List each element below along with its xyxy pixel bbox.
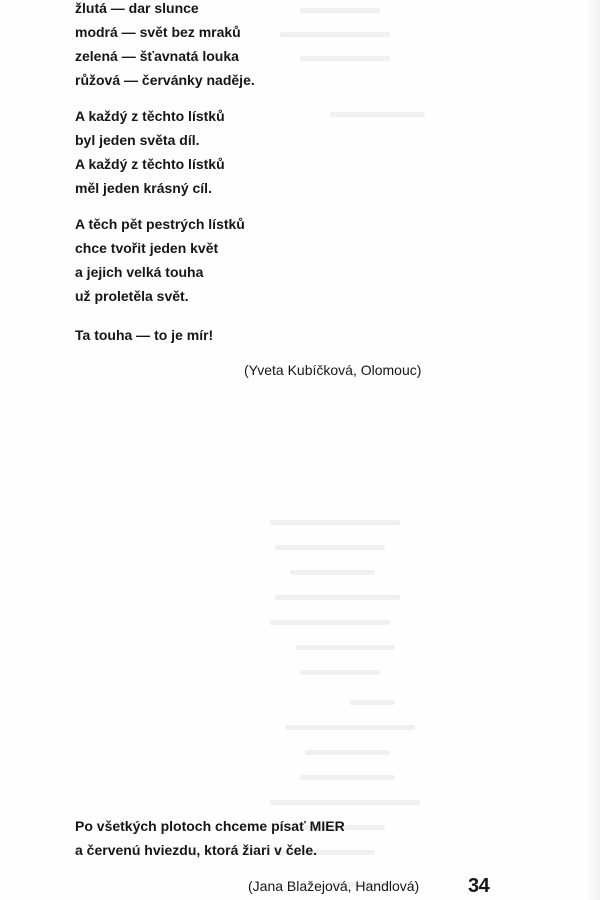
poem-closing-line: Ta touha — to je mír! — [75, 327, 214, 343]
poem-line: růžová — červánky naděje. — [75, 72, 255, 88]
page-edge-shadow — [586, 0, 600, 900]
poem-line: Po všetkých plotoch chceme písať MIER — [75, 818, 345, 834]
poem1-closing — [75, 323, 213, 347]
poem-line: už proletěla svět. — [75, 288, 189, 304]
poem1-stanza-3 — [75, 212, 245, 308]
page-number: 34 — [468, 875, 490, 897]
poem-line: modrá — svět bez mraků — [75, 24, 241, 40]
poem2-text — [75, 814, 345, 862]
poem1-stanza-1 — [75, 0, 255, 92]
poem-line: byl jeden světa díl. — [75, 132, 200, 148]
poem-line: A těch pět pestrých lístků — [75, 216, 245, 232]
poem-line: A každý z těchto lístků — [75, 156, 225, 172]
poem-line: a červenú hviezdu, ktorá žiari v čele. — [75, 842, 317, 858]
poem2-attribution: (Jana Blažejová, Handlová) — [248, 878, 420, 894]
poem1-stanza-2 — [75, 104, 225, 200]
poem-line: měl jeden krásný cíl. — [75, 180, 212, 196]
poem-line: chce tvořit jeden květ — [75, 240, 219, 256]
poem-line: zelená — šťavnatá louka — [75, 48, 239, 64]
poem1-attribution: (Yveta Kubíčková, Olomouc) — [244, 362, 422, 378]
poem-line: A každý z těchto lístků — [75, 108, 225, 124]
poem-line: žlutá — dar slunce — [75, 0, 199, 16]
poem-line: a jejich velká touha — [75, 264, 204, 280]
